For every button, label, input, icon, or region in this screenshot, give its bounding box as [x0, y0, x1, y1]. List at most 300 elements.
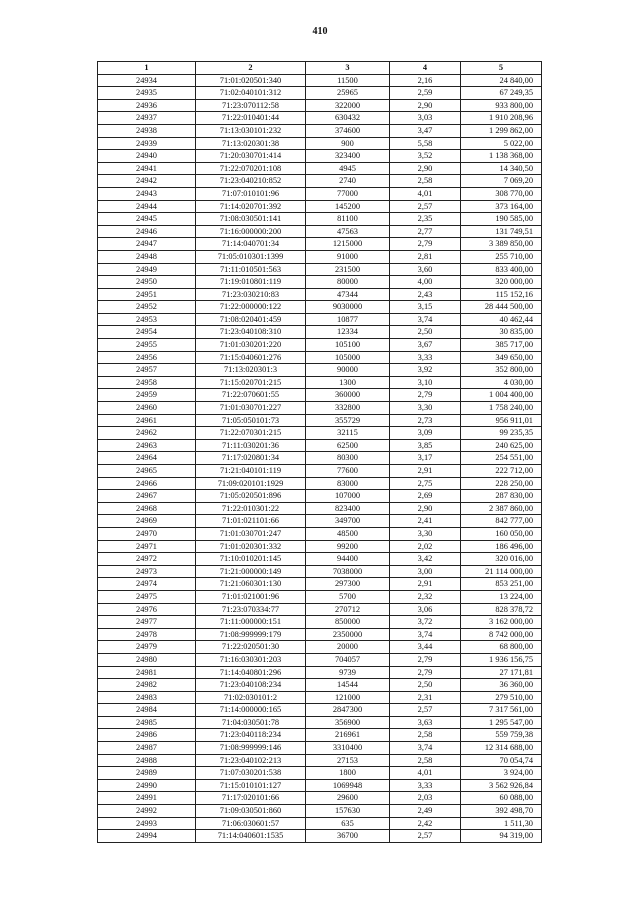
table-cell: 1069948 — [306, 779, 390, 792]
table-cell: 2,49 — [390, 805, 461, 818]
table-cell: 71:16:000000:200 — [196, 225, 306, 238]
table-cell: 3,09 — [390, 427, 461, 440]
table-cell: 3,00 — [390, 565, 461, 578]
table-cell: 3,06 — [390, 603, 461, 616]
table-cell: 28 444 500,00 — [461, 301, 542, 314]
table-cell: 71:17:020801:34 — [196, 452, 306, 465]
table-cell: 71:01:030701:227 — [196, 402, 306, 415]
table-cell: 2,79 — [390, 389, 461, 402]
table-row — [98, 515, 542, 528]
table-row — [98, 364, 542, 377]
table-cell: 255 710,00 — [461, 250, 542, 263]
table-cell: 24945 — [98, 213, 196, 226]
table-cell: 24941 — [98, 162, 196, 175]
table-cell: 71:05:020501:896 — [196, 490, 306, 503]
table-cell: 131 749,51 — [461, 225, 542, 238]
table-cell: 1 295 547,00 — [461, 716, 542, 729]
table-cell: 60 088,00 — [461, 792, 542, 805]
table-cell: 21 114 000,00 — [461, 565, 542, 578]
table-cell: 24936 — [98, 99, 196, 112]
table-cell: 5 022,00 — [461, 137, 542, 150]
table-cell: 4 030,00 — [461, 376, 542, 389]
table-cell: 47344 — [306, 288, 390, 301]
table-cell: 2,69 — [390, 490, 461, 503]
table-cell: 71:10:010201:145 — [196, 553, 306, 566]
table-cell: 71:23:040108:234 — [196, 679, 306, 692]
table-row — [98, 402, 542, 415]
table-cell: 24979 — [98, 641, 196, 654]
table-cell: 635 — [306, 817, 390, 830]
table-cell: 11500 — [306, 74, 390, 87]
table-cell: 71:22:070601:55 — [196, 389, 306, 402]
table-cell: 105100 — [306, 339, 390, 352]
table-cell: 186 496,00 — [461, 540, 542, 553]
table-cell: 24935 — [98, 87, 196, 100]
table-cell: 24983 — [98, 691, 196, 704]
table-cell: 71:14:040801:296 — [196, 666, 306, 679]
table-cell: 4,01 — [390, 187, 461, 200]
table-row — [98, 74, 542, 87]
table-cell: 3,92 — [390, 364, 461, 377]
table-cell: 8 742 000,00 — [461, 628, 542, 641]
table-row — [98, 805, 542, 818]
table-row — [98, 490, 542, 503]
table-cell: 3,17 — [390, 452, 461, 465]
table-row — [98, 792, 542, 805]
table-cell: 20000 — [306, 641, 390, 654]
table-cell: 71:08:020401:459 — [196, 313, 306, 326]
table-row — [98, 414, 542, 427]
table-cell: 24947 — [98, 238, 196, 251]
table-cell: 71:08:999999:146 — [196, 742, 306, 755]
table-cell: 3,33 — [390, 351, 461, 364]
table-row — [98, 578, 542, 591]
table-cell: 308 770,00 — [461, 187, 542, 200]
table-cell: 24948 — [98, 250, 196, 263]
table-row — [98, 351, 542, 364]
table-cell: 270712 — [306, 603, 390, 616]
table-cell: 68 800,00 — [461, 641, 542, 654]
table-cell: 2,75 — [390, 477, 461, 490]
column-header: 2 — [196, 62, 306, 75]
table-cell: 24990 — [98, 779, 196, 792]
table-row — [98, 527, 542, 540]
table-row — [98, 187, 542, 200]
table-cell: 24951 — [98, 288, 196, 301]
table-cell: 2,50 — [390, 679, 461, 692]
table-cell: 99 235,35 — [461, 427, 542, 440]
table-cell: 71:01:021001:96 — [196, 590, 306, 603]
table-cell: 7 069,20 — [461, 175, 542, 188]
table-cell: 71:09:020101:1929 — [196, 477, 306, 490]
table-cell: 94 319,00 — [461, 830, 542, 843]
table-row — [98, 603, 542, 616]
table-row — [98, 590, 542, 603]
table-cell: 24986 — [98, 729, 196, 742]
table-cell: 2,79 — [390, 666, 461, 679]
table-cell: 24939 — [98, 137, 196, 150]
table-cell: 71:05:010301:1399 — [196, 250, 306, 263]
table-cell: 105000 — [306, 351, 390, 364]
table-cell: 360000 — [306, 389, 390, 402]
table-row — [98, 830, 542, 843]
table-cell: 4,00 — [390, 276, 461, 289]
table-cell: 24981 — [98, 666, 196, 679]
table-cell: 24982 — [98, 679, 196, 692]
table-cell: 71:22:070201:108 — [196, 162, 306, 175]
table-cell: 2,91 — [390, 578, 461, 591]
table-cell: 3,72 — [390, 616, 461, 629]
table-row — [98, 641, 542, 654]
table-cell: 71:23:030210:83 — [196, 288, 306, 301]
table-cell: 24969 — [98, 515, 196, 528]
table-cell: 3 924,00 — [461, 767, 542, 780]
table-cell: 71:02:040101:312 — [196, 87, 306, 100]
table-cell: 2740 — [306, 175, 390, 188]
table-row — [98, 250, 542, 263]
table-cell: 71:17:020101:66 — [196, 792, 306, 805]
table-cell: 24957 — [98, 364, 196, 377]
table-cell: 71:14:020701:392 — [196, 200, 306, 213]
table-row — [98, 376, 542, 389]
table-cell: 24949 — [98, 263, 196, 276]
table-cell: 24967 — [98, 490, 196, 503]
table-cell: 2,31 — [390, 691, 461, 704]
table-cell: 2,90 — [390, 162, 461, 175]
table-cell: 2,58 — [390, 729, 461, 742]
table-cell: 3,74 — [390, 628, 461, 641]
table-row — [98, 477, 542, 490]
table-cell: 297300 — [306, 578, 390, 591]
table-cell: 10877 — [306, 313, 390, 326]
table-cell: 71:22:000000:122 — [196, 301, 306, 314]
table-cell: 71:23:070112:58 — [196, 99, 306, 112]
table-cell: 71:14:040601:1535 — [196, 830, 306, 843]
table-cell: 24975 — [98, 590, 196, 603]
table-cell: 71:01:020501:340 — [196, 74, 306, 87]
table-cell: 24971 — [98, 540, 196, 553]
table-cell: 2,57 — [390, 830, 461, 843]
table-cell: 24959 — [98, 389, 196, 402]
table-cell: 2350000 — [306, 628, 390, 641]
table-cell: 24940 — [98, 150, 196, 163]
table-row — [98, 729, 542, 742]
table-cell: 36700 — [306, 830, 390, 843]
table-cell: 3,63 — [390, 716, 461, 729]
table-cell: 71:08:999999:179 — [196, 628, 306, 641]
table-cell: 71:07:010101:96 — [196, 187, 306, 200]
table-row — [98, 452, 542, 465]
table-cell: 32115 — [306, 427, 390, 440]
table-cell: 71:01:021101:66 — [196, 515, 306, 528]
table-cell: 47563 — [306, 225, 390, 238]
table-cell: 12 314 688,00 — [461, 742, 542, 755]
table-cell: 24984 — [98, 704, 196, 717]
table-cell: 322000 — [306, 99, 390, 112]
cadastral-value-table — [97, 61, 542, 843]
table-cell: 24960 — [98, 402, 196, 415]
table-row — [98, 716, 542, 729]
table-cell: 24970 — [98, 527, 196, 540]
table-cell: 9030000 — [306, 301, 390, 314]
table-cell: 630432 — [306, 112, 390, 125]
table-cell: 67 249,35 — [461, 87, 542, 100]
table-cell: 2,58 — [390, 754, 461, 767]
table-cell: 1 004 400,00 — [461, 389, 542, 402]
table-cell: 2,59 — [390, 87, 461, 100]
table-cell: 71:19:010801:119 — [196, 276, 306, 289]
table-cell: 2,91 — [390, 465, 461, 478]
table-cell: 24962 — [98, 427, 196, 440]
table-row — [98, 326, 542, 339]
table-cell: 254 551,00 — [461, 452, 542, 465]
table-cell: 2,35 — [390, 213, 461, 226]
table-cell: 24993 — [98, 817, 196, 830]
table-cell: 9739 — [306, 666, 390, 679]
table-cell: 40 462,44 — [461, 313, 542, 326]
table-cell: 24944 — [98, 200, 196, 213]
table-row — [98, 301, 542, 314]
table-row — [98, 313, 542, 326]
table-cell: 3,52 — [390, 150, 461, 163]
table-cell: 14544 — [306, 679, 390, 692]
table-cell: 3 389 850,00 — [461, 238, 542, 251]
table-cell: 3,44 — [390, 641, 461, 654]
table-cell: 71:15:040601:276 — [196, 351, 306, 364]
table-cell: 71:08:030501:141 — [196, 213, 306, 226]
table-row — [98, 225, 542, 238]
table-cell: 559 759,38 — [461, 729, 542, 742]
table-cell: 24938 — [98, 124, 196, 137]
table-cell: 24937 — [98, 112, 196, 125]
table-cell: 320 016,00 — [461, 553, 542, 566]
table-cell: 1 138 368,00 — [461, 150, 542, 163]
table-row — [98, 679, 542, 692]
table-cell: 121000 — [306, 691, 390, 704]
table-row — [98, 742, 542, 755]
table-cell: 3,03 — [390, 112, 461, 125]
table-cell: 3 162 000,00 — [461, 616, 542, 629]
table-row — [98, 653, 542, 666]
table-row — [98, 263, 542, 276]
table-row — [98, 767, 542, 780]
table-cell: 216961 — [306, 729, 390, 742]
table-cell: 71:01:030701:247 — [196, 527, 306, 540]
table-cell: 71:15:020701:215 — [196, 376, 306, 389]
table-cell: 240 625,00 — [461, 439, 542, 452]
table-cell: 1 299 862,00 — [461, 124, 542, 137]
table-cell: 24966 — [98, 477, 196, 490]
table-cell: 24958 — [98, 376, 196, 389]
table-cell: 24961 — [98, 414, 196, 427]
table-cell: 71:15:010101:127 — [196, 779, 306, 792]
table-row — [98, 817, 542, 830]
table-cell: 392 498,70 — [461, 805, 542, 818]
table-row — [98, 779, 542, 792]
table-cell: 222 712,00 — [461, 465, 542, 478]
table-cell: 3,74 — [390, 313, 461, 326]
table-cell: 1300 — [306, 376, 390, 389]
table-cell: 2,58 — [390, 175, 461, 188]
table-cell: 24965 — [98, 465, 196, 478]
table-cell: 5,58 — [390, 137, 461, 150]
table-cell: 27153 — [306, 754, 390, 767]
table-row — [98, 704, 542, 717]
table-cell: 24956 — [98, 351, 196, 364]
table-cell: 349 650,00 — [461, 351, 542, 364]
table-cell: 160 050,00 — [461, 527, 542, 540]
table-cell: 24952 — [98, 301, 196, 314]
table-row — [98, 691, 542, 704]
table-cell: 2 387 860,00 — [461, 502, 542, 515]
column-header: 1 — [98, 62, 196, 75]
table-cell: 833 400,00 — [461, 263, 542, 276]
table-cell: 71:01:030201:220 — [196, 339, 306, 352]
table-cell: 24987 — [98, 742, 196, 755]
table-row — [98, 439, 542, 452]
table-cell: 323400 — [306, 150, 390, 163]
table-cell: 24980 — [98, 653, 196, 666]
table-cell: 71:23:040102:213 — [196, 754, 306, 767]
table-cell: 956 911,01 — [461, 414, 542, 427]
table-cell: 2,79 — [390, 238, 461, 251]
table-cell: 157630 — [306, 805, 390, 818]
table-cell: 30 835,00 — [461, 326, 542, 339]
table-cell: 91000 — [306, 250, 390, 263]
table-cell: 279 510,00 — [461, 691, 542, 704]
table-cell: 24974 — [98, 578, 196, 591]
table-cell: 5700 — [306, 590, 390, 603]
table-cell: 287 830,00 — [461, 490, 542, 503]
table-row — [98, 238, 542, 251]
table-row — [98, 288, 542, 301]
table-cell: 77600 — [306, 465, 390, 478]
table-cell: 71:02:030101:2 — [196, 691, 306, 704]
table-cell: 14 340,50 — [461, 162, 542, 175]
table-cell: 71:22:010301:22 — [196, 502, 306, 515]
table-cell: 374600 — [306, 124, 390, 137]
table-cell: 71:23:040210:852 — [196, 175, 306, 188]
table-cell: 71:09:030501:860 — [196, 805, 306, 818]
table-cell: 3,67 — [390, 339, 461, 352]
table-cell: 71:11:030201:36 — [196, 439, 306, 452]
table-cell: 842 777,00 — [461, 515, 542, 528]
table-cell: 2,79 — [390, 653, 461, 666]
table-cell: 24942 — [98, 175, 196, 188]
table-cell: 332800 — [306, 402, 390, 415]
table-cell: 3,15 — [390, 301, 461, 314]
table-cell: 83000 — [306, 477, 390, 490]
table-cell: 36 360,00 — [461, 679, 542, 692]
table-cell: 385 717,00 — [461, 339, 542, 352]
table-cell: 24976 — [98, 603, 196, 616]
table-cell: 2,32 — [390, 590, 461, 603]
table-cell: 115 152,16 — [461, 288, 542, 301]
table-row — [98, 175, 542, 188]
table-cell: 71:22:070301:215 — [196, 427, 306, 440]
table-cell: 3,60 — [390, 263, 461, 276]
table-row — [98, 427, 542, 440]
table-cell: 24964 — [98, 452, 196, 465]
table-row — [98, 137, 542, 150]
table-cell: 24994 — [98, 830, 196, 843]
table-row — [98, 99, 542, 112]
table-cell: 24950 — [98, 276, 196, 289]
table-cell: 3310400 — [306, 742, 390, 755]
table-cell: 70 054,74 — [461, 754, 542, 767]
table-cell: 24968 — [98, 502, 196, 515]
table-cell: 24934 — [98, 74, 196, 87]
table-row — [98, 112, 542, 125]
table-cell: 48500 — [306, 527, 390, 540]
table-cell: 352 800,00 — [461, 364, 542, 377]
table-cell: 1 910 208,96 — [461, 112, 542, 125]
page-number: 410 — [312, 26, 328, 37]
table-row — [98, 628, 542, 641]
table-row — [98, 540, 542, 553]
table-cell: 24973 — [98, 565, 196, 578]
table-cell: 3,47 — [390, 124, 461, 137]
column-header: 4 — [390, 62, 461, 75]
table-cell: 2,02 — [390, 540, 461, 553]
table-cell: 71:11:010501:563 — [196, 263, 306, 276]
table-cell: 80000 — [306, 276, 390, 289]
table-cell: 24978 — [98, 628, 196, 641]
column-header: 5 — [461, 62, 542, 75]
table-cell: 71:07:030201:538 — [196, 767, 306, 780]
table-cell: 24991 — [98, 792, 196, 805]
table-cell: 27 171,81 — [461, 666, 542, 679]
table-row — [98, 666, 542, 679]
table-cell: 24955 — [98, 339, 196, 352]
table-cell: 71:21:000000:149 — [196, 565, 306, 578]
table-cell: 1215000 — [306, 238, 390, 251]
table-cell: 2,77 — [390, 225, 461, 238]
table-cell: 2,90 — [390, 502, 461, 515]
table-cell: 71:14:040701:34 — [196, 238, 306, 251]
table-cell: 25965 — [306, 87, 390, 100]
table-cell: 2847300 — [306, 704, 390, 717]
table-row — [98, 87, 542, 100]
table-cell: 3 562 926,84 — [461, 779, 542, 792]
table-cell: 853 251,00 — [461, 578, 542, 591]
table-cell: 356900 — [306, 716, 390, 729]
table-cell: 71:22:010401:44 — [196, 112, 306, 125]
table-cell: 24972 — [98, 553, 196, 566]
table-cell: 823400 — [306, 502, 390, 515]
table-row — [98, 389, 542, 402]
table-header-row — [98, 62, 542, 75]
table-cell: 900 — [306, 137, 390, 150]
table-cell: 828 378,72 — [461, 603, 542, 616]
table-cell: 3,10 — [390, 376, 461, 389]
table-cell: 24954 — [98, 326, 196, 339]
table-row — [98, 502, 542, 515]
table-cell: 80300 — [306, 452, 390, 465]
table-cell: 3,74 — [390, 742, 461, 755]
table-row — [98, 754, 542, 767]
table-cell: 2,50 — [390, 326, 461, 339]
table-cell: 933 800,00 — [461, 99, 542, 112]
table-row — [98, 150, 542, 163]
column-header: 3 — [306, 62, 390, 75]
cadastral-value-table-container — [97, 61, 541, 843]
table-cell: 71:11:000000:151 — [196, 616, 306, 629]
table-cell: 24 840,00 — [461, 74, 542, 87]
table-row — [98, 124, 542, 137]
table-cell: 71:13:020301:38 — [196, 137, 306, 150]
table-cell: 24943 — [98, 187, 196, 200]
